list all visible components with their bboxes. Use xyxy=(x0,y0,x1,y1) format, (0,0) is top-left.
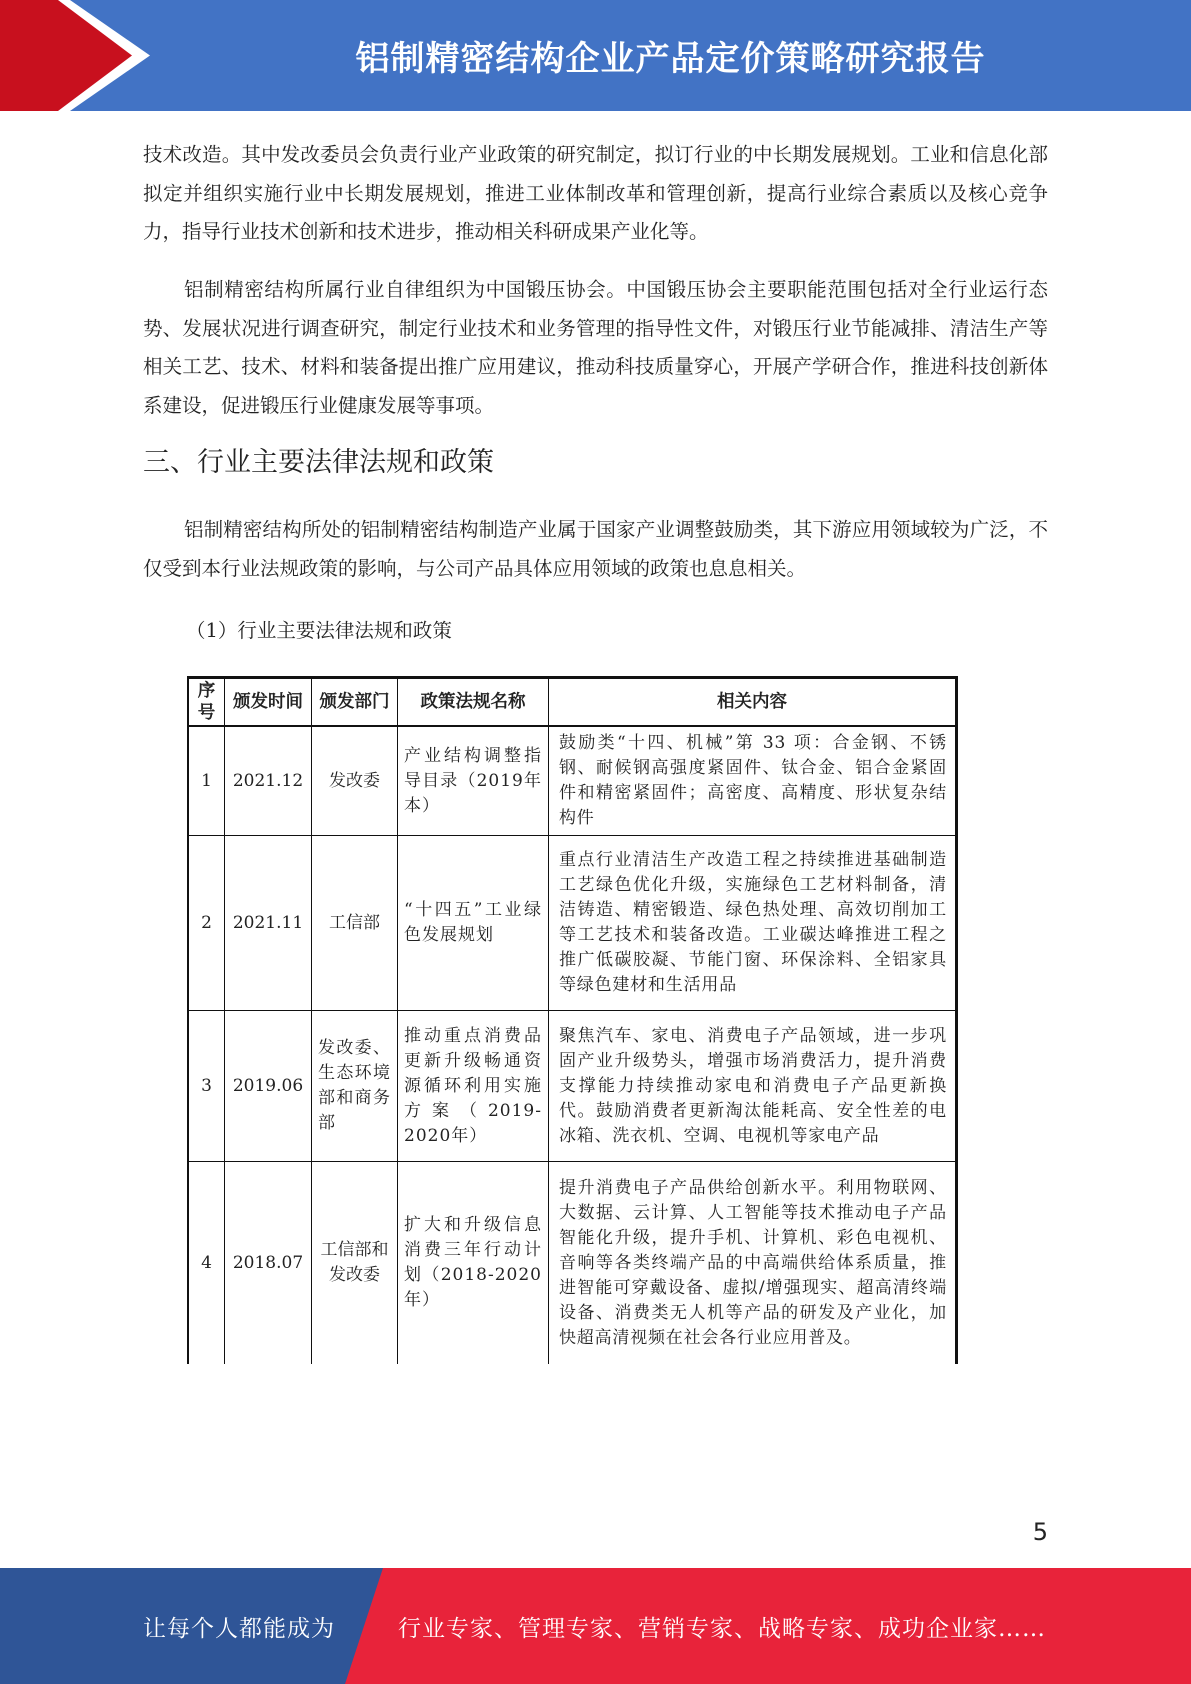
cell-issue-date: 2021.11 xyxy=(225,836,312,1011)
cell-policy-name: “十四五”工业绿色发展规划 xyxy=(398,836,549,1011)
report-title: 铝制精密结构企业产品定价策略研究报告 xyxy=(355,39,986,79)
policy-table xyxy=(187,676,958,1364)
cell-issuing-dept: 发改委、生态环境部和商务部 xyxy=(312,1011,398,1162)
paragraph-industry-association: 铝制精密结构所属行业自律组织为中国锻压协会。中国锻压协会主要职能范围包括对全行业运行态势、发展状况进行调查研究，制定行业技术和业务管理的指导性文件，对锻压行业节能减排、清洁生产等相关工艺、技术、材料和装备提出推广应用建议，推动科技质量穿心，开展产学研合作，推进科技创新体系建设，促进锻压行业健康发展等事项。 xyxy=(143,278,1048,417)
cell-related-content: 鼓励类“十四、机械”第 33 项：合金钢、不锈钢、耐候钢高强度紧固件、钛合金、铝合金紧固件和精密紧固件；高密度、高精度、形状复杂结构件 xyxy=(549,726,957,836)
page-footer xyxy=(0,1568,1191,1684)
header-serial-number: 序号 xyxy=(188,678,225,727)
header-related-content: 相关内容 xyxy=(549,678,957,727)
section-heading: 三、行业主要法律法规和政策 xyxy=(143,447,494,478)
cell-related-content: 聚焦汽车、家电、消费电子产品领域，进一步巩固产业升级势头，增强市场消费活力，提升消费支撑能力持续推动家电和消费电子产品更新换代。鼓励消费者更新淘汰能耗高、安全性差的电冰箱、洗衣机、空调、电视机等家电产品 xyxy=(549,1011,957,1162)
paragraph-regulators: 技术改造。其中发改委员会负责行业产业政策的研究制定，拟订行业的中长期发展规划。工业和信息化部拟定并组织实施行业中长期发展规划，推进工业体制改革和管理创新，提高行业综合素质以及核心竞争力，指导行业技术创新和技术进步，推动相关科研成果产业化等。 xyxy=(143,143,1048,243)
cell-serial-number: 4 xyxy=(188,1162,225,1365)
page-header xyxy=(0,0,1191,111)
header-arrow-decoration xyxy=(0,0,160,111)
table-caption: （1）行业主要法律法规和政策 xyxy=(186,619,452,642)
cell-policy-name: 扩大和升级信息消费三年行动计划（2018-2020年） xyxy=(398,1162,549,1365)
cell-policy-name: 产业结构调整指导目录（2019年本） xyxy=(398,726,549,836)
table-row xyxy=(188,1011,957,1162)
table-header-row xyxy=(188,678,957,727)
cell-policy-name: 推动重点消费品更新升级畅通资源循环利用实施方案（2019-2020年） xyxy=(398,1011,549,1162)
footer-slogan-right: 行业专家、管理专家、营销专家、战略专家、成功企业家…… xyxy=(398,1615,1046,1642)
cell-serial-number: 1 xyxy=(188,726,225,836)
cell-issue-date: 2021.12 xyxy=(225,726,312,836)
page-number: 5 xyxy=(1032,1518,1048,1546)
cell-issuing-dept: 发改委 xyxy=(312,726,398,836)
header-policy-name: 政策法规名称 xyxy=(398,678,549,727)
paragraph-policy-intro: 铝制精密结构所处的铝制精密结构制造产业属于国家产业调整鼓励类，其下游应用领域较为广泛，不仅受到本行业法规政策的影响，与公司产品具体应用领域的政策也息息相关。 xyxy=(143,518,1048,580)
cell-issue-date: 2019.06 xyxy=(225,1011,312,1162)
cell-serial-number: 3 xyxy=(188,1011,225,1162)
table-row xyxy=(188,836,957,1011)
cell-related-content: 重点行业清洁生产改造工程之持续推进基础制造工艺绿色优化升级，实施绿色工艺材料制备，清洁铸造、精密锻造、绿色热处理、高效切削加工等工艺技术和装备改造。工业碳达峰推进工程之推广低碳胶凝、节能门窗、环保涂料、全铝家具等绿色建材和生活用品 xyxy=(549,836,957,1011)
table-row xyxy=(188,1162,957,1365)
cell-related-content: 提升消费电子产品供给创新水平。利用物联网、大数据、云计算、人工智能等技术推动电子产品智能化升级，提升手机、计算机、彩色电视机、音响等各类终端产品的中高端供给体系质量，推进智能可穿戴设备、虚拟/增强现实、超高清终端设备、消费类无人机等产品的研发及产业化，加快超高清视频在社会各行业应用普及。 xyxy=(549,1162,957,1365)
footer-slogan-left: 让每个人都能成为 xyxy=(143,1615,335,1642)
cell-issue-date: 2018.07 xyxy=(225,1162,312,1365)
cell-issuing-dept: 工信部和发改委 xyxy=(312,1162,398,1365)
table-row xyxy=(188,726,957,836)
cell-issuing-dept: 工信部 xyxy=(312,836,398,1011)
header-issuing-dept: 颁发部门 xyxy=(312,678,398,727)
cell-serial-number: 2 xyxy=(188,836,225,1011)
header-issue-date: 颁发时间 xyxy=(225,678,312,727)
